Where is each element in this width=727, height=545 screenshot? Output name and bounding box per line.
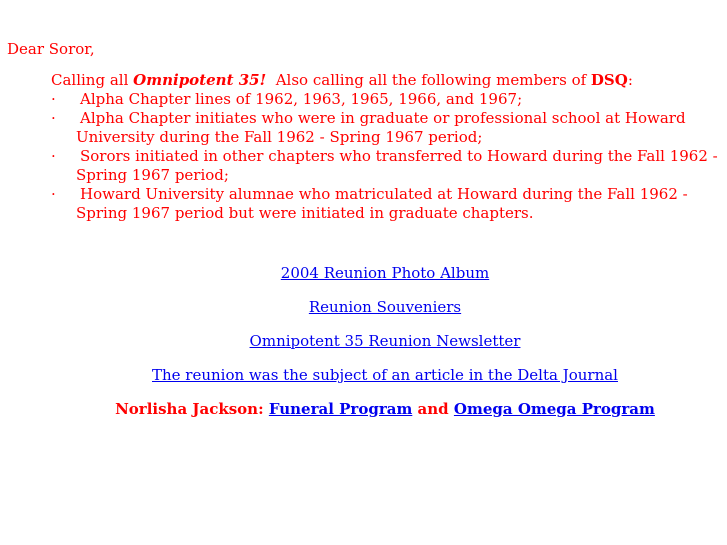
souvenirs-link[interactable]: Reunion Souveniers [308, 298, 462, 316]
links-section [0, 264, 727, 434]
greeting: Dear Soror, [7, 40, 95, 58]
list-item-continuation: University during the Fall 1962 - Spring 1967 period; [76, 128, 483, 146]
org-name: DSQ [590, 71, 628, 89]
bullet-icon: · [51, 185, 56, 203]
memorial-and: and [417, 400, 449, 418]
class-name: Omnipotent 35! [133, 71, 267, 89]
list-item-text: Alpha Chapter lines of 1962, 1963, 1965, 1966, and 1967; [80, 90, 523, 108]
list-item [51, 109, 727, 147]
journal-article-link[interactable]: The reunion was the subject of an article in the Delta Journal [152, 366, 618, 384]
intro-prefix: Calling all [51, 71, 134, 89]
list-item-continuation: Spring 1967 period; [76, 166, 229, 184]
omega-omega-program-link[interactable]: Omega Omega Program [453, 400, 655, 418]
bullet-icon: · [51, 147, 56, 165]
intro-middle: Also calling all the following members of [266, 71, 591, 89]
intro-line [51, 71, 633, 90]
list-item-continuation: Spring 1967 period but were initiated in graduate chapters. [76, 204, 534, 222]
memorial-name: Norlisha Jackson: [115, 400, 264, 418]
funeral-program-link[interactable]: Funeral Program [268, 400, 413, 418]
list-item [51, 185, 727, 223]
bullet-icon: · [51, 109, 56, 127]
list-item-text: Sorors initiated in other chapters who transferred to Howard during the Fall 1962 - [80, 147, 718, 165]
intro-suffix: : [627, 71, 633, 89]
list-item-text: Howard University alumnae who matriculated at Howard during the Fall 1962 - [80, 185, 688, 203]
photo-album-link[interactable]: 2004 Reunion Photo Album [280, 264, 490, 282]
bullet-icon: · [51, 90, 56, 108]
list-item [51, 90, 727, 109]
eligibility-list [51, 90, 727, 223]
list-item-text: Alpha Chapter initiates who were in graduate or professional school at Howard [80, 109, 686, 127]
list-item [51, 147, 727, 185]
newsletter-link[interactable]: Omnipotent 35 Reunion Newsletter [249, 332, 521, 350]
memorial-line [0, 400, 727, 434]
